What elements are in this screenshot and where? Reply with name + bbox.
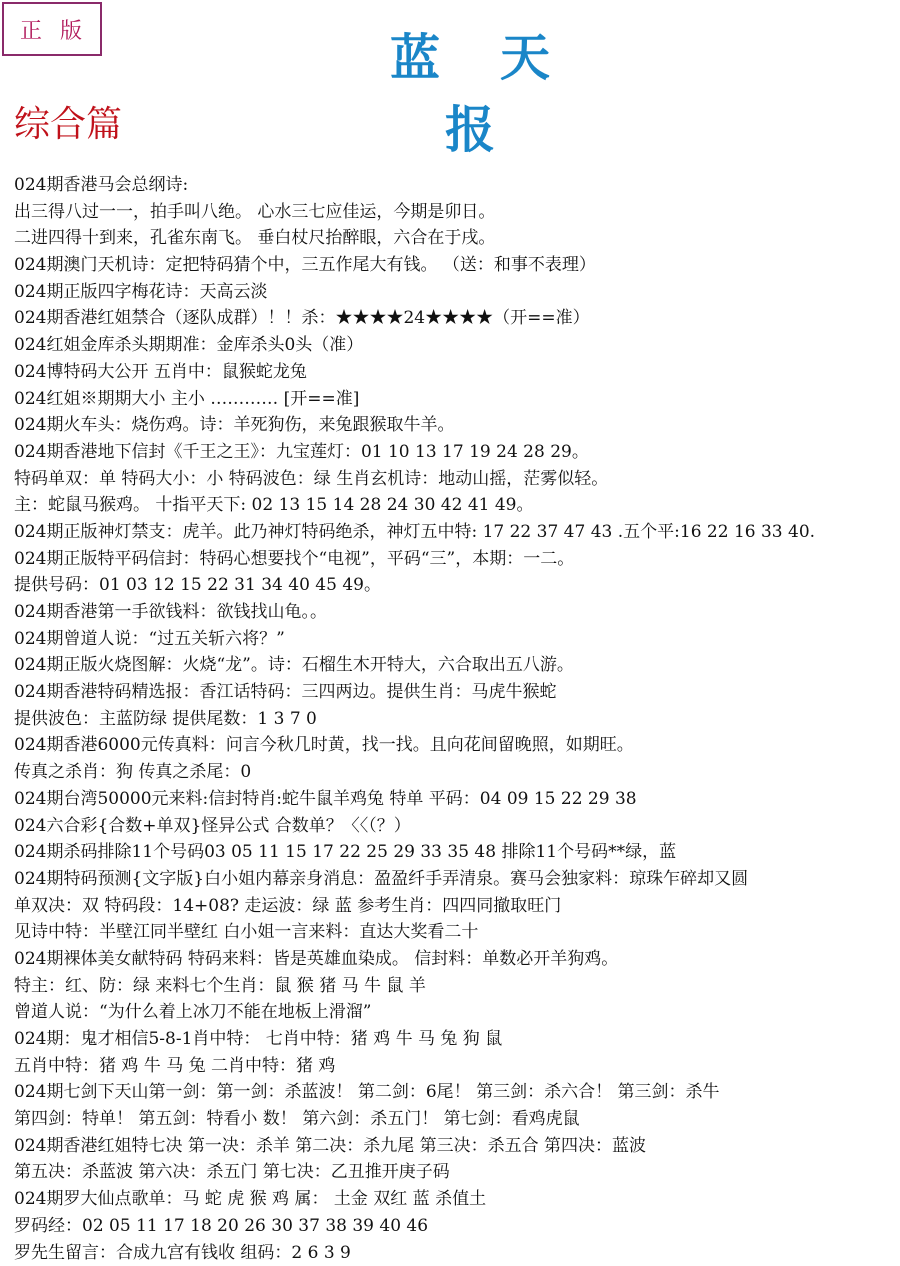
text-line: 罗先生留言：合成九宫有钱收 组码：2 6 3 9 bbox=[14, 1240, 900, 1266]
text-line: 单双决：双 特码段：14+08? 走运波：绿 蓝 参考生肖：四四同撤取旺门 bbox=[14, 893, 900, 920]
text-line: 024六合彩{合数+单双}怪异公式 合数单？〈〈（？） bbox=[14, 813, 900, 840]
text-line: 第五决：杀蓝波 第六决：杀五门 第七决：乙丑推开庚子码 bbox=[14, 1159, 900, 1186]
text-line: 曾道人说：“为什么着上冰刀不能在地板上滑溜” bbox=[14, 999, 900, 1026]
text-line: 024期香港红姐禁合（逐队成群）！！杀：★★★★24★★★★（开==准） bbox=[14, 305, 900, 332]
text-line: 024红姐金库杀头期期准：金库杀头0头（准） bbox=[14, 332, 900, 359]
text-line: 024期正版火烧图解：火烧“龙”。诗：石榴生木开特大，六合取出五八游。 bbox=[14, 652, 900, 679]
text-line: 提供号码：01 03 12 15 22 31 34 40 45 49。 bbox=[14, 572, 900, 599]
text-line: 024期香港马会总纲诗: bbox=[14, 172, 900, 199]
text-line: 024期澳门天机诗：定把特码猜个中，三五作尾大有钱。 （送：和事不表理） bbox=[14, 252, 900, 279]
text-line: 024期香港6000元传真料：问言今秋几时黄，找一找。且向花间留晚照，如期旺。 bbox=[14, 732, 900, 759]
section-heading: 综合篇 bbox=[14, 96, 122, 147]
text-line: 罗码经：02 05 11 17 18 20 26 30 37 38 39 40 46 bbox=[14, 1213, 900, 1240]
text-line: 024期特码预测{文字版}白小姐内幕亲身消息：盈盈纤手弄清泉。赛马会独家料：琼珠乍碎却又圆 bbox=[14, 866, 900, 893]
text-line: 024期正版四字梅花诗：天高云淡 bbox=[14, 279, 900, 306]
text-line: 024期香港红姐特七决 第一决：杀羊 第二决：杀九尾 第三决：杀五合 第四决：蓝波 bbox=[14, 1133, 900, 1160]
text-line: 024期：鬼才相信5-8-1肖中特： 七肖中特：猪 鸡 牛 马 兔 狗 鼠 bbox=[14, 1026, 900, 1053]
text-line: 024期正版特平码信封：特码心想要找个“电视”，平码“三”，本期：一二。 bbox=[14, 546, 900, 573]
text-line: 五肖中特：猪 鸡 牛 马 兔 二肖中特：猪 鸡 bbox=[14, 1053, 900, 1080]
text-line: 024期曾道人说：“过五关斩六将？” bbox=[14, 626, 900, 653]
text-line: 见诗中特：半壁江同半壁红 白小姐一言来料：直达大奖看二十 bbox=[14, 919, 900, 946]
page-title: 蓝天报 bbox=[300, 18, 660, 162]
text-line: 024期香港第一手欲钱料：欲钱找山龟。。 bbox=[14, 599, 900, 626]
text-line: 第四剑：特单！ 第五剑：特看小 数！ 第六剑：杀五门！ 第七剑：看鸡虎鼠 bbox=[14, 1106, 900, 1133]
text-line: 特码单双：单 特码大小：小 特码波色：绿 生肖玄机诗：地动山摇，茫雾似轻。 bbox=[14, 466, 900, 493]
text-line: 024博特码大公开 五肖中：鼠猴蛇龙兔 bbox=[14, 359, 900, 386]
text-line: 024期火车头：烧伤鸡。诗：羊死狗伤，来兔跟猴取牛羊。 bbox=[14, 412, 900, 439]
text-line: 024期正版神灯禁支：虎羊。此乃神灯特码绝杀，神灯五中特: 17 22 37 47 43 .五个平:16 22 16 33 40. bbox=[14, 519, 900, 546]
text-line: 024期香港特码精选报：香江话特码：三四两边。提供生肖：马虎牛猴蛇 bbox=[14, 679, 900, 706]
text-line: 024红姐※期期大小 主小 ………… [开==准] bbox=[14, 386, 900, 413]
text-line: 024期七剑下天山第一剑：第一剑：杀蓝波！ 第二剑：6尾！ 第三剑：杀六合！ 第三剑：杀牛 bbox=[14, 1079, 900, 1106]
text-line: 024期香港地下信封《千王之王》：九宝莲灯：01 10 13 17 19 24 28 29。 bbox=[14, 439, 900, 466]
text-line: 024期杀码排除11个号码03 05 11 15 17 22 25 29 33 35 48 排除11个号码**绿，蓝 bbox=[14, 839, 900, 866]
text-line: 主：蛇鼠马猴鸡。 十指平天下: 02 13 15 14 28 24 30 42 41 49。 bbox=[14, 492, 900, 519]
text-line: 二进四得十到来，孔雀东南飞。 垂白杖尺抬醉眼，六合在于戌。 bbox=[14, 225, 900, 252]
text-line: 传真之杀肖：狗 传真之杀尾：0 bbox=[14, 759, 900, 786]
text-line: 提供波色：主蓝防绿 提供尾数：1 3 7 0 bbox=[14, 706, 900, 733]
text-line: 024期裸体美女献特码 特码来料：皆是英雄血染成。 信封料：单数必开羊狗鸡。 bbox=[14, 946, 900, 973]
text-line: 出三得八过一一，拍手叫八绝。 心水三七应佳运，今期是卯日。 bbox=[14, 199, 900, 226]
text-line: 024期台湾50000元来料:信封特肖:蛇牛鼠羊鸡兔 特单 平码：04 09 15 22 29 38 bbox=[14, 786, 900, 813]
text-line: 024期罗大仙点歌单：马 蛇 虎 猴 鸡 属： 土金 双红 蓝 杀值土 bbox=[14, 1186, 900, 1213]
content-body bbox=[14, 172, 900, 1266]
edition-badge: 正版 bbox=[2, 2, 102, 56]
text-line: 特主：红、防：绿 来料七个生肖：鼠 猴 猪 马 牛 鼠 羊 bbox=[14, 973, 900, 1000]
